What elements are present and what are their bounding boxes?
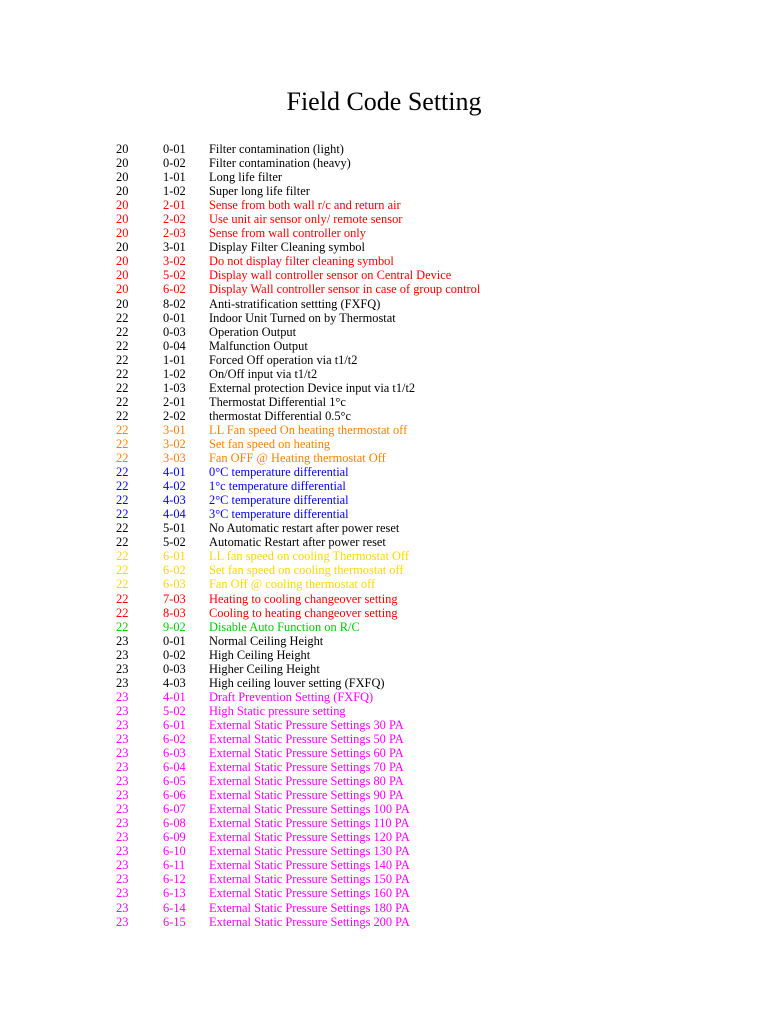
field-code-row bbox=[0, 409, 768, 423]
setting-description: Automatic Restart after power reset bbox=[209, 535, 386, 550]
setting-code: 0-02 bbox=[163, 647, 186, 662]
setting-code: 9-02 bbox=[163, 619, 186, 634]
field-code-row bbox=[0, 802, 768, 816]
field-code-row bbox=[0, 915, 768, 929]
field-code-row bbox=[0, 367, 768, 381]
field-code-row bbox=[0, 493, 768, 507]
mode-number: 23 bbox=[116, 633, 129, 648]
setting-description: Forced Off operation via t1/t2 bbox=[209, 352, 358, 367]
mode-number: 23 bbox=[116, 717, 129, 732]
setting-code: 5-02 bbox=[163, 703, 186, 718]
field-code-row bbox=[0, 830, 768, 844]
mode-number: 22 bbox=[116, 352, 129, 367]
setting-code: 0-04 bbox=[163, 338, 186, 353]
setting-description: 1°c temperature differential bbox=[209, 479, 346, 494]
setting-description: External Static Pressure Settings 60 PA bbox=[209, 746, 404, 761]
setting-description: Display Filter Cleaning symbol bbox=[209, 240, 365, 255]
setting-code: 6-02 bbox=[163, 282, 186, 297]
setting-code: 3-03 bbox=[163, 451, 186, 466]
setting-code: 4-01 bbox=[163, 465, 186, 480]
setting-description: External Static Pressure Settings 120 PA bbox=[209, 830, 410, 845]
setting-description: Filter contamination (light) bbox=[209, 142, 344, 156]
setting-code: 6-11 bbox=[163, 858, 186, 873]
setting-code: 8-03 bbox=[163, 605, 186, 620]
field-code-row bbox=[0, 437, 768, 451]
mode-number: 23 bbox=[116, 830, 129, 845]
mode-number: 22 bbox=[116, 521, 129, 536]
mode-number: 23 bbox=[116, 689, 129, 704]
setting-description: Set fan speed on cooling thermostat off bbox=[209, 563, 404, 578]
mode-number: 22 bbox=[116, 549, 129, 564]
setting-code: 2-03 bbox=[163, 226, 186, 241]
field-code-row bbox=[0, 549, 768, 563]
setting-description: No Automatic restart after power reset bbox=[209, 521, 400, 536]
setting-description: External Static Pressure Settings 80 PA bbox=[209, 774, 404, 789]
field-code-row bbox=[0, 606, 768, 620]
setting-description: On/Off input via t1/t2 bbox=[209, 366, 318, 381]
mode-number: 23 bbox=[116, 872, 129, 887]
field-code-row bbox=[0, 760, 768, 774]
setting-code: 6-03 bbox=[163, 746, 186, 761]
setting-description: 3°C temperature differential bbox=[209, 507, 349, 522]
setting-description: External Static Pressure Settings 130 PA bbox=[209, 844, 410, 859]
setting-description: High Ceiling Height bbox=[209, 647, 311, 662]
setting-description: Draft Prevention Setting (FXFQ) bbox=[209, 689, 374, 704]
setting-code: 2-02 bbox=[163, 212, 186, 227]
mode-number: 22 bbox=[116, 619, 129, 634]
setting-code: 7-03 bbox=[163, 591, 186, 606]
setting-code: 4-03 bbox=[163, 493, 186, 508]
mode-number: 20 bbox=[116, 184, 129, 199]
setting-description: Filter contamination (heavy) bbox=[209, 156, 351, 171]
field-code-row bbox=[0, 690, 768, 704]
field-code-row bbox=[0, 381, 768, 395]
field-code-row bbox=[0, 507, 768, 521]
setting-description: Sense from wall controller only bbox=[209, 226, 366, 241]
setting-code: 6-06 bbox=[163, 788, 186, 803]
mode-number: 23 bbox=[116, 675, 129, 690]
field-code-row bbox=[0, 872, 768, 886]
setting-code: 2-01 bbox=[163, 394, 186, 409]
setting-description: External Static Pressure Settings 140 PA bbox=[209, 858, 410, 873]
mode-number: 22 bbox=[116, 338, 129, 353]
field-code-row bbox=[0, 563, 768, 577]
mode-number: 22 bbox=[116, 380, 129, 395]
setting-code: 6-03 bbox=[163, 577, 186, 592]
mode-number: 20 bbox=[116, 254, 129, 269]
field-code-row bbox=[0, 212, 768, 226]
field-code-row bbox=[0, 353, 768, 367]
setting-code: 3-02 bbox=[163, 254, 186, 269]
mode-number: 23 bbox=[116, 858, 129, 873]
setting-description: Thermostat Differential 1°c bbox=[209, 394, 346, 409]
setting-description: Do not display filter cleaning symbol bbox=[209, 254, 394, 269]
field-code-row bbox=[0, 451, 768, 465]
field-code-row bbox=[0, 395, 768, 409]
mode-number: 22 bbox=[116, 394, 129, 409]
setting-code: 6-08 bbox=[163, 816, 186, 831]
setting-description: High Static pressure setting bbox=[209, 703, 346, 718]
field-code-row bbox=[0, 521, 768, 535]
setting-description: Super long life filter bbox=[209, 184, 310, 199]
field-code-list bbox=[0, 142, 768, 929]
field-code-row bbox=[0, 423, 768, 437]
setting-code: 1-02 bbox=[163, 366, 186, 381]
field-code-row bbox=[0, 844, 768, 858]
setting-description: Operation Output bbox=[209, 324, 297, 339]
page-title: Field Code Setting bbox=[286, 87, 482, 116]
setting-description: Heating to cooling changeover setting bbox=[209, 591, 398, 606]
field-code-row bbox=[0, 901, 768, 915]
field-code-row bbox=[0, 718, 768, 732]
field-code-row bbox=[0, 620, 768, 634]
mode-number: 23 bbox=[116, 788, 129, 803]
mode-number: 23 bbox=[116, 647, 129, 662]
mode-number: 23 bbox=[116, 886, 129, 901]
setting-description: Sense from both wall r/c and return air bbox=[209, 198, 401, 213]
mode-number: 20 bbox=[116, 282, 129, 297]
field-code-row bbox=[0, 592, 768, 606]
setting-code: 1-02 bbox=[163, 184, 186, 199]
mode-number: 22 bbox=[116, 479, 129, 494]
setting-description: High ceiling louver setting (FXFQ) bbox=[209, 675, 385, 690]
mode-number: 20 bbox=[116, 170, 129, 185]
mode-number: 22 bbox=[116, 577, 129, 592]
field-code-row bbox=[0, 676, 768, 690]
setting-description: Long life filter bbox=[209, 170, 282, 185]
mode-number: 22 bbox=[116, 493, 129, 508]
setting-code: 4-02 bbox=[163, 479, 186, 494]
mode-number: 22 bbox=[116, 324, 129, 339]
setting-description: Anti-stratification settting (FXFQ) bbox=[209, 296, 381, 311]
setting-code: 3-01 bbox=[163, 422, 186, 437]
setting-code: 5-02 bbox=[163, 268, 186, 283]
setting-description: External Static Pressure Settings 180 PA bbox=[209, 900, 410, 915]
mode-number: 22 bbox=[116, 563, 129, 578]
setting-code: 6-01 bbox=[163, 717, 186, 732]
setting-code: 0-02 bbox=[163, 156, 186, 171]
setting-description: External Static Pressure Settings 200 PA bbox=[209, 914, 410, 929]
mode-number: 23 bbox=[116, 746, 129, 761]
mode-number: 22 bbox=[116, 535, 129, 550]
field-code-row bbox=[0, 577, 768, 591]
setting-code: 1-01 bbox=[163, 352, 186, 367]
setting-description: Indoor Unit Turned on by Thermostat bbox=[209, 310, 396, 325]
setting-code: 6-13 bbox=[163, 886, 186, 901]
field-code-row bbox=[0, 858, 768, 872]
setting-description: External protection Device input via t1/t2 bbox=[209, 380, 416, 395]
mode-number: 23 bbox=[116, 731, 129, 746]
field-code-row bbox=[0, 156, 768, 170]
mode-number: 20 bbox=[116, 212, 129, 227]
setting-description: Normal Ceiling Height bbox=[209, 633, 324, 648]
setting-code: 6-12 bbox=[163, 872, 186, 887]
setting-code: 0-03 bbox=[163, 661, 186, 676]
setting-code: 0-01 bbox=[163, 142, 186, 156]
setting-code: 5-01 bbox=[163, 521, 186, 536]
setting-code: 6-10 bbox=[163, 844, 186, 859]
field-code-row bbox=[0, 732, 768, 746]
field-code-row bbox=[0, 465, 768, 479]
field-code-row bbox=[0, 535, 768, 549]
setting-code: 0-03 bbox=[163, 324, 186, 339]
setting-description: Set fan speed on heating bbox=[209, 436, 331, 451]
setting-description: 0°C temperature differential bbox=[209, 465, 349, 480]
setting-description: Use unit air sensor only/ remote sensor bbox=[209, 212, 403, 227]
setting-code: 0-01 bbox=[163, 633, 186, 648]
setting-code: 0-01 bbox=[163, 310, 186, 325]
setting-description: External Static Pressure Settings 90 PA bbox=[209, 788, 404, 803]
mode-number: 23 bbox=[116, 703, 129, 718]
mode-number: 20 bbox=[116, 268, 129, 283]
setting-code: 4-04 bbox=[163, 507, 186, 522]
setting-description: thermostat Differential 0.5°c bbox=[209, 408, 352, 423]
setting-code: 6-07 bbox=[163, 802, 186, 817]
field-code-row bbox=[0, 184, 768, 198]
setting-description: Malfunction Output bbox=[209, 338, 308, 353]
field-code-row bbox=[0, 297, 768, 311]
field-code-row bbox=[0, 634, 768, 648]
field-code-row bbox=[0, 339, 768, 353]
setting-code: 6-15 bbox=[163, 914, 186, 929]
setting-description: LL Fan speed On heating thermostat off bbox=[209, 422, 408, 437]
setting-description: Cooling to heating changeover setting bbox=[209, 605, 398, 620]
setting-code: 6-02 bbox=[163, 563, 186, 578]
field-code-row bbox=[0, 254, 768, 268]
setting-description: External Static Pressure Settings 110 PA bbox=[209, 816, 410, 831]
setting-code: 1-03 bbox=[163, 380, 186, 395]
field-code-row bbox=[0, 240, 768, 254]
field-code-row bbox=[0, 226, 768, 240]
setting-code: 3-01 bbox=[163, 240, 186, 255]
mode-number: 22 bbox=[116, 408, 129, 423]
field-code-row bbox=[0, 268, 768, 282]
field-code-row bbox=[0, 325, 768, 339]
mode-number: 23 bbox=[116, 900, 129, 915]
mode-number: 23 bbox=[116, 760, 129, 775]
mode-number: 23 bbox=[116, 914, 129, 929]
field-code-row bbox=[0, 170, 768, 184]
setting-description: Disable Auto Function on R/C bbox=[209, 619, 360, 634]
mode-number: 20 bbox=[116, 226, 129, 241]
mode-number: 22 bbox=[116, 451, 129, 466]
setting-code: 6-14 bbox=[163, 900, 186, 915]
setting-description: Fan Off @ cooling thermostat off bbox=[209, 577, 376, 592]
mode-number: 22 bbox=[116, 366, 129, 381]
setting-description: External Static Pressure Settings 160 PA bbox=[209, 886, 410, 901]
field-code-row bbox=[0, 746, 768, 760]
setting-description: 2°C temperature differential bbox=[209, 493, 349, 508]
setting-description: External Static Pressure Settings 70 PA bbox=[209, 760, 404, 775]
field-code-row bbox=[0, 662, 768, 676]
mode-number: 20 bbox=[116, 240, 129, 255]
setting-description: Display Wall controller sensor in case of group control bbox=[209, 282, 481, 297]
setting-description: LL fan speed on cooling Thermostat Off bbox=[209, 549, 410, 564]
mode-number: 22 bbox=[116, 507, 129, 522]
mode-number: 20 bbox=[116, 296, 129, 311]
setting-code: 8-02 bbox=[163, 296, 186, 311]
mode-number: 22 bbox=[116, 605, 129, 620]
field-code-row bbox=[0, 198, 768, 212]
mode-number: 20 bbox=[116, 156, 129, 171]
field-code-row bbox=[0, 704, 768, 718]
setting-code: 6-04 bbox=[163, 760, 186, 775]
setting-code: 6-09 bbox=[163, 830, 186, 845]
setting-code: 2-02 bbox=[163, 408, 186, 423]
field-code-row bbox=[0, 788, 768, 802]
setting-code: 2-01 bbox=[163, 198, 186, 213]
setting-description: Display wall controller sensor on Central Device bbox=[209, 268, 452, 283]
mode-number: 23 bbox=[116, 661, 129, 676]
mode-number: 22 bbox=[116, 465, 129, 480]
setting-code: 1-01 bbox=[163, 170, 186, 185]
mode-number: 23 bbox=[116, 844, 129, 859]
setting-code: 6-05 bbox=[163, 774, 186, 789]
mode-number: 22 bbox=[116, 422, 129, 437]
field-code-row bbox=[0, 816, 768, 830]
setting-description: External Static Pressure Settings 30 PA bbox=[209, 717, 404, 732]
mode-number: 22 bbox=[116, 436, 129, 451]
mode-number: 20 bbox=[116, 198, 129, 213]
setting-code: 6-02 bbox=[163, 731, 186, 746]
setting-code: 5-02 bbox=[163, 535, 186, 550]
mode-number: 23 bbox=[116, 816, 129, 831]
setting-code: 6-01 bbox=[163, 549, 186, 564]
setting-description: External Static Pressure Settings 100 PA bbox=[209, 802, 410, 817]
setting-description: External Static Pressure Settings 150 PA bbox=[209, 872, 410, 887]
setting-description: External Static Pressure Settings 50 PA bbox=[209, 731, 404, 746]
setting-description: Fan OFF @ Heating thermostat Off bbox=[209, 451, 386, 466]
field-code-row bbox=[0, 479, 768, 493]
field-code-row bbox=[0, 311, 768, 325]
mode-number: 20 bbox=[116, 142, 129, 156]
mode-number: 22 bbox=[116, 591, 129, 606]
mode-number: 23 bbox=[116, 802, 129, 817]
field-code-row bbox=[0, 886, 768, 900]
setting-code: 3-02 bbox=[163, 436, 186, 451]
setting-code: 4-01 bbox=[163, 689, 186, 704]
mode-number: 22 bbox=[116, 310, 129, 325]
mode-number: 23 bbox=[116, 774, 129, 789]
field-code-row bbox=[0, 774, 768, 788]
field-code-row bbox=[0, 142, 768, 156]
setting-code: 4-03 bbox=[163, 675, 186, 690]
setting-description: Higher Ceiling Height bbox=[209, 661, 320, 676]
field-code-row bbox=[0, 282, 768, 296]
field-code-row bbox=[0, 648, 768, 662]
